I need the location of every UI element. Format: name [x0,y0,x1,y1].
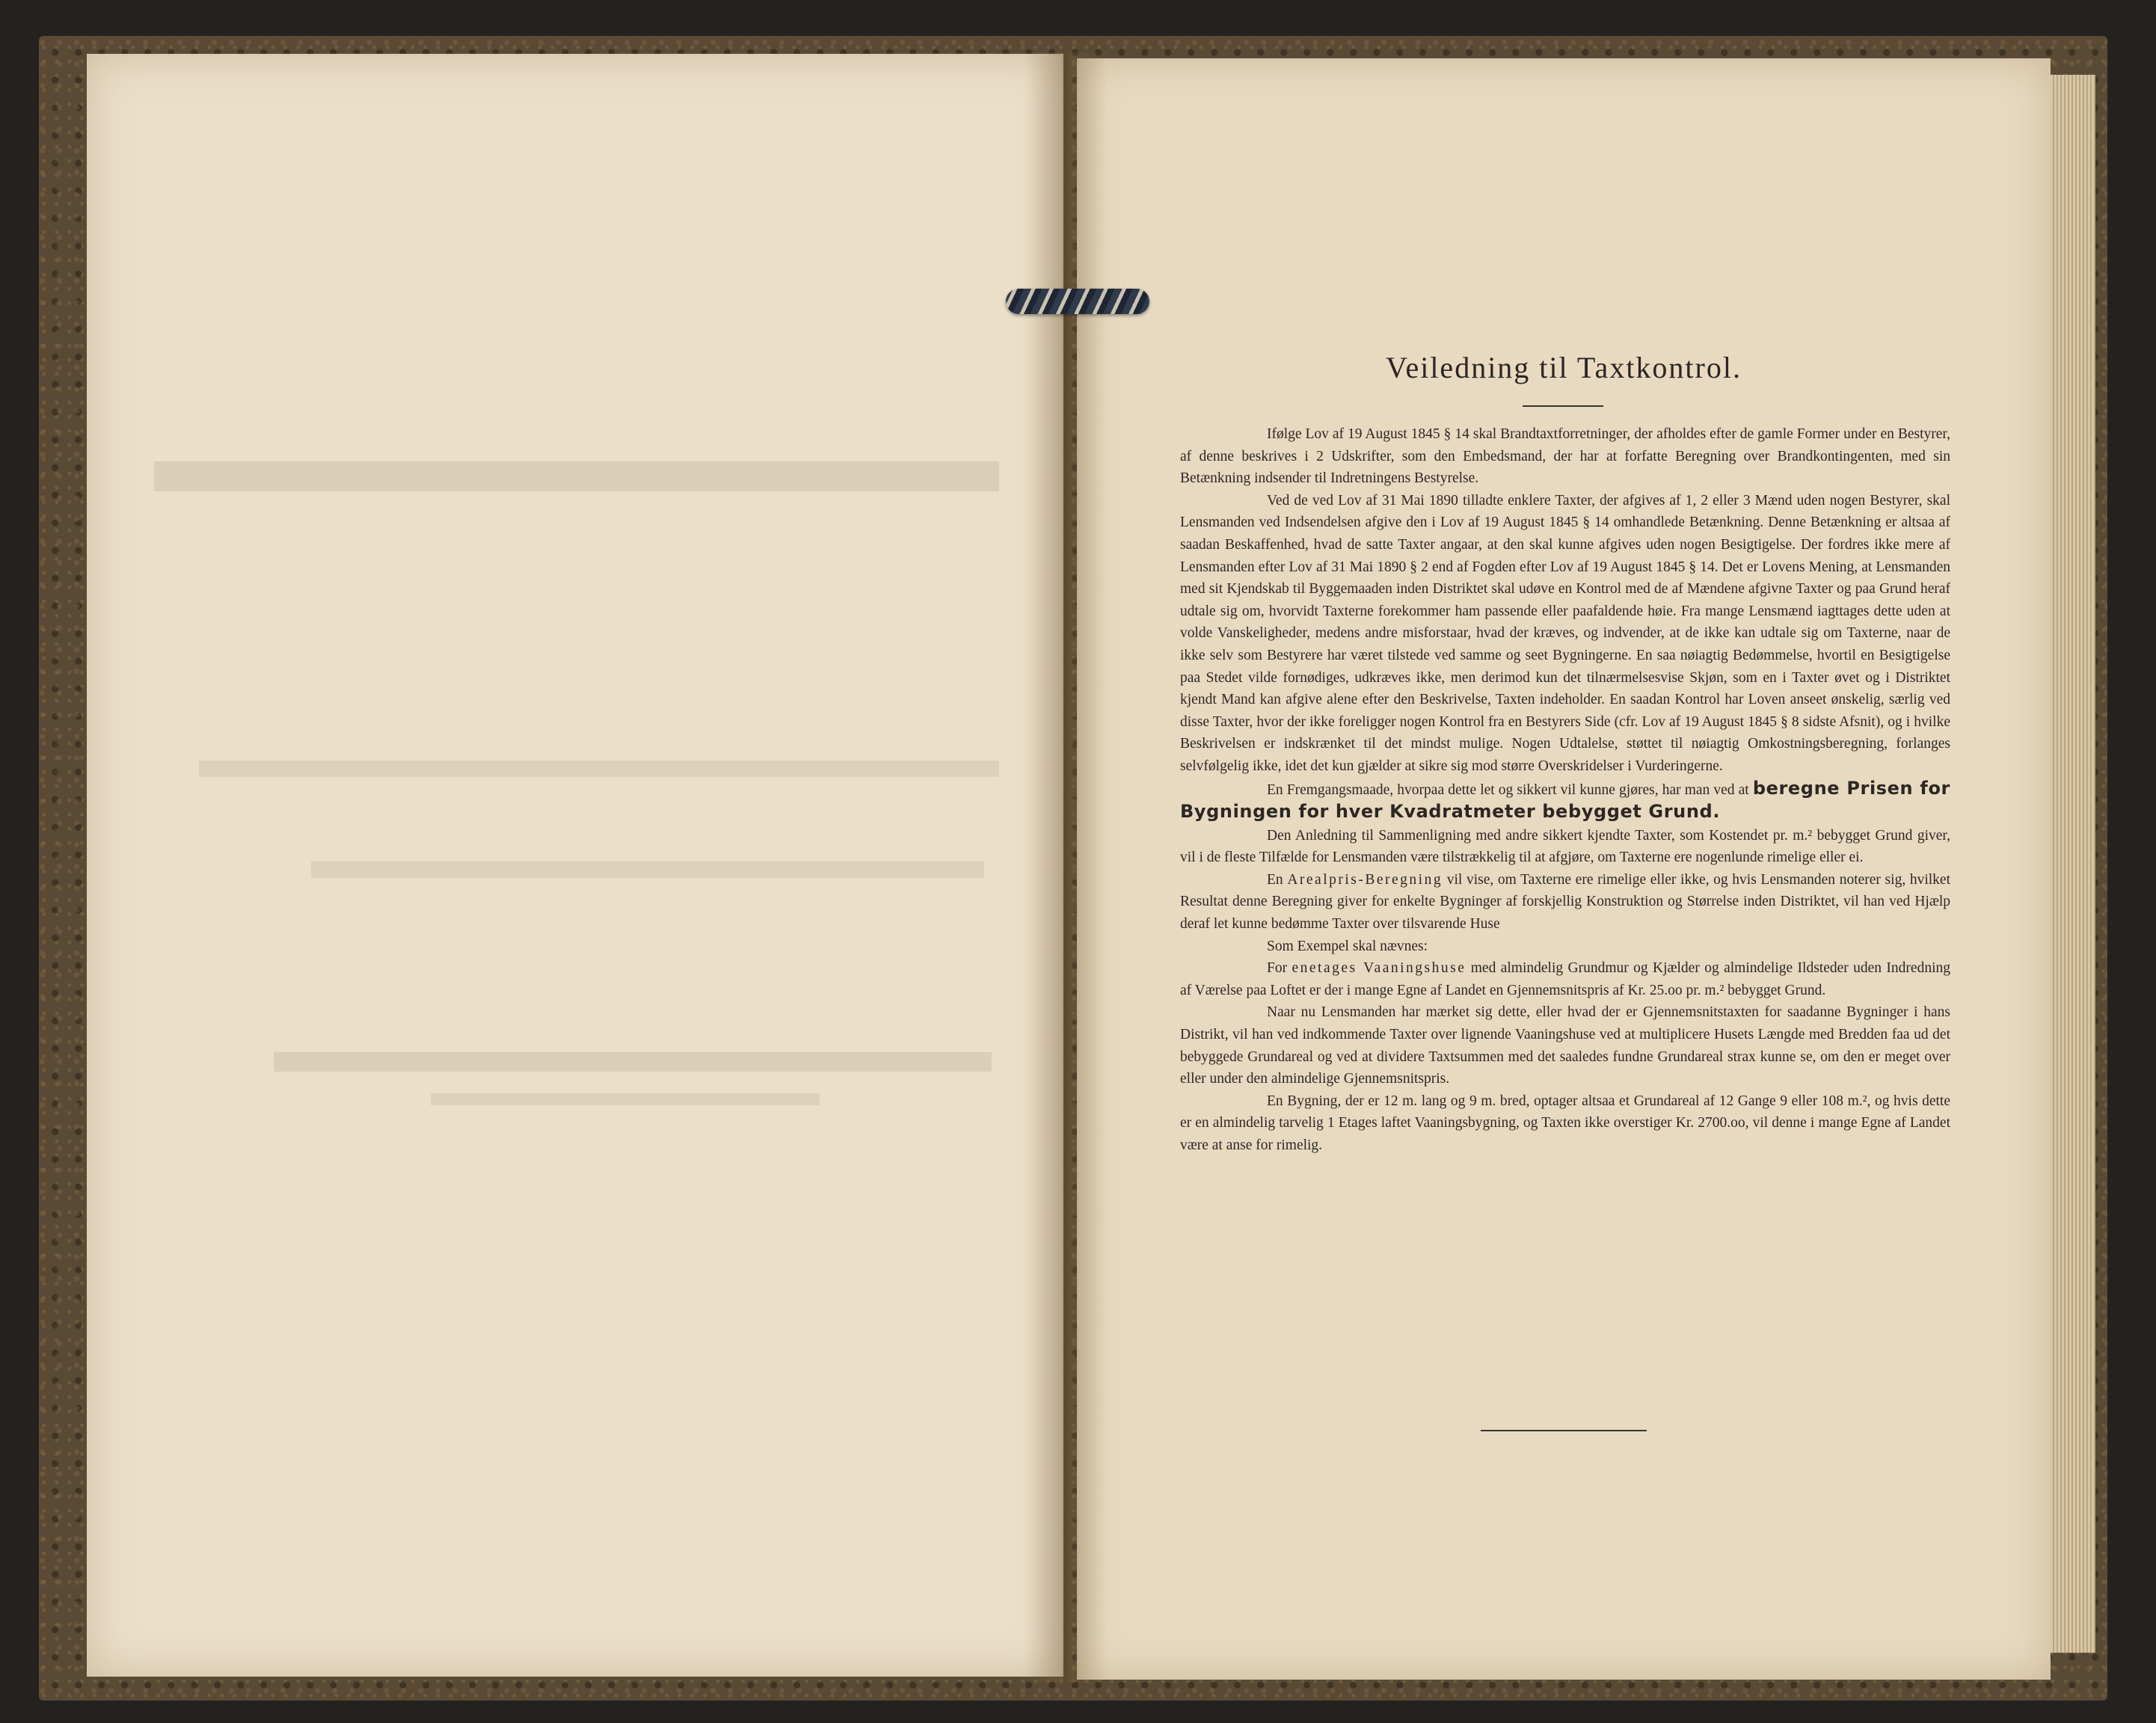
paragraph-8 [1180,1001,1950,1090]
page-edges [2051,75,2095,1653]
paragraph-1-segment: Ifølge Lov af 19 August 1845 § 14 skal Brandtaxtforretninger, der afholdes efter de gamle Former under en Bestyrer, af denne beskrives i 2 Udskrifter, som den Embedsmand, der har at forfatte Beregning over Brandkontingenten, med sin Betænkning indsender til Indretningens Bestyrelse. [1180,426,1950,487]
left-page [87,54,1063,1677]
bleed-through-line [311,862,984,878]
paragraph-7-segment: med almindelig Grundmur og Kjælder og almindelige Ildsteder uden Indredning af Værelse paa Loftet er der i mange Egne af Landet en Gjennemsnitspris af Kr. 25.oo pr. m.² bebygget Grund. [1180,960,1950,998]
title-rule [1523,405,1603,407]
document-body [1180,423,1950,1157]
paragraph-9 [1180,1090,1950,1157]
paragraph-4 [1180,825,1950,869]
paragraph-5-segment: vil vise, om Taxterne ere rimelige eller ikke, og hvis Lensmanden noterer sig, hvilket Resultat denne Beregning giver for enkelte Bygninger af forskjellig Konstruktion og Størrelse inden Distriktet, vil han ved Hjælp deraf let kunne bedømme Taxter over tilsvarende Huse [1180,871,1950,933]
paragraph-3 [1180,778,1950,825]
paragraph-4-segment: Den Anledning til Sammenligning med andre sikkert kjendte Taxter, som Kostendet pr. m.² bebygget Grund giver, vil i de fleste Tilfælde for Lensmanden være tilstrækkelig til at afgjøre, om Taxterne ere nogenlunde rimelige eller ei. [1180,827,1950,866]
paragraph-8-segment: Naar nu Lensmanden har mærket sig dette, eller hvad der er Gjennemsnitstaxten for saadanne Bygninger i hans Distrikt, vil han ved indkommende Taxter over lignende Vaaningshuse ved at multiplicere Husets Længde med Bredden faa ud det bebyggede Grundareal og ved at dividere Taxtsummen med det saaledes fundne Grundareal strax kunne se, om den er meget over eller under den almindelige Gjennemsnitspris. [1180,1004,1950,1087]
paragraph-6 [1180,936,1950,958]
bleed-through-line [154,461,999,491]
page-title: Veiledning til Taxtkontrol. [1386,351,1742,384]
closing-rule [1481,1430,1647,1431]
paragraph-3-segment: En Fremgangsmaade, hvorpaa dette let og sikkert vil kunne gjøres, har man ved at [1267,781,1753,798]
paragraph-9-segment: En Bygning, der er 12 m. lang og 9 m. bred, optager altsaa et Grundareal af 12 Gange 9 eller 108 m.², og hvis dette er en almindelig tarvelig 1 Etages laftet Vaaningsbygning, og Taxten ikke overstiger Kr. 2700.oo, vil denne i mange Egne af Landet være at anse for rimelig. [1180,1093,1950,1153]
paragraph-6-segment: Som Exempel skal nævnes: [1267,938,1428,954]
bleed-through-line [274,1052,992,1072]
bleed-through-line [199,761,999,777]
paragraph-5-segment: Arealpris-Beregning [1287,871,1443,888]
paragraph-7-segment: enetages Vaaningshuse [1292,960,1466,977]
paragraph-7-segment: For [1267,960,1292,977]
paragraph-5-segment: En [1267,871,1288,888]
paragraph-5 [1180,869,1950,936]
binding-thread [1006,289,1149,314]
paragraph-1 [1180,423,1950,490]
paragraph-2-segment: Ved de ved Lov af 31 Mai 1890 tilladte enklere Taxter, der afgives af 1, 2 eller 3 Mænd uden nogen Bestyrer, skal Lensmanden ved Indsendelsen afgive den i Lov af 19 August 1845 § 14 omhandlede Betænkning. Denne Betænkning er altsaa af saadan Beskaffenhed, hvad de satte Taxter angaar, at den skal kunne afgives uden nogen Besigtigelse. Der fordres ikke mere af Lensmanden efter Lov af 31 Mai 1890 § 2 end af Fogden efter Lov af 19 August 1845 § 14. Det er Lovens Mening, at Lensmanden med sit Kjendskab til Byggemaaden inden Distriktet skal udøve en Kontrol med de af Mændene afgivne Taxter og paa Grund heraf udtale sig om, hvorvidt Taxterne forekommer ham passende eller paafaldende høie. Fra mange Lensmænd iagttages dette uden at volde Vanskeligheder, medens andre misforstaar, hvad der kræves, og indvender, at de ikke kan udtale sig om Taxterne, naar de ikke selv som Bestyrere har været tilstede ved samme og seet Bygningerne. En saa nøiagtig Bedømmelse, hvortil en Besigtigelse paa Stedet vilde fornødiges, udkræves ikke, men derimod kun det tilnærmelsesvise Skjøn, som en i Taxter øvet og i Distriktet kjendt Mand kan afgive alene efter den Beskrivelse, Taxten indeholder. En saadan Kontrol har Loven anseet ønskelig, særlig ved disse Taxter, hvor der ikke foreligger nogen Kontrol fra en Bestyrers Side (cfr. Lov af 19 August 1845 § 8 sidste Afsnit), og i hvilke Beskrivelsen er indskrænket til det mindst mulige. Nogen Udtalelse, støttet til nøiagtig Omkostningsberegning, forlanges selvfølgelig ikke, idet det kun gjælder at sikre sig mod større Overskridelser i Vurderingerne. [1180,492,1950,774]
bleed-through-line [431,1093,820,1105]
paragraph-3-segment: beregne Prisen for Bygningen for hver Kvadratmeter bebygget Grund. [1180,777,1950,823]
paragraph-2 [1180,490,1950,778]
paragraph-7 [1180,957,1950,1001]
